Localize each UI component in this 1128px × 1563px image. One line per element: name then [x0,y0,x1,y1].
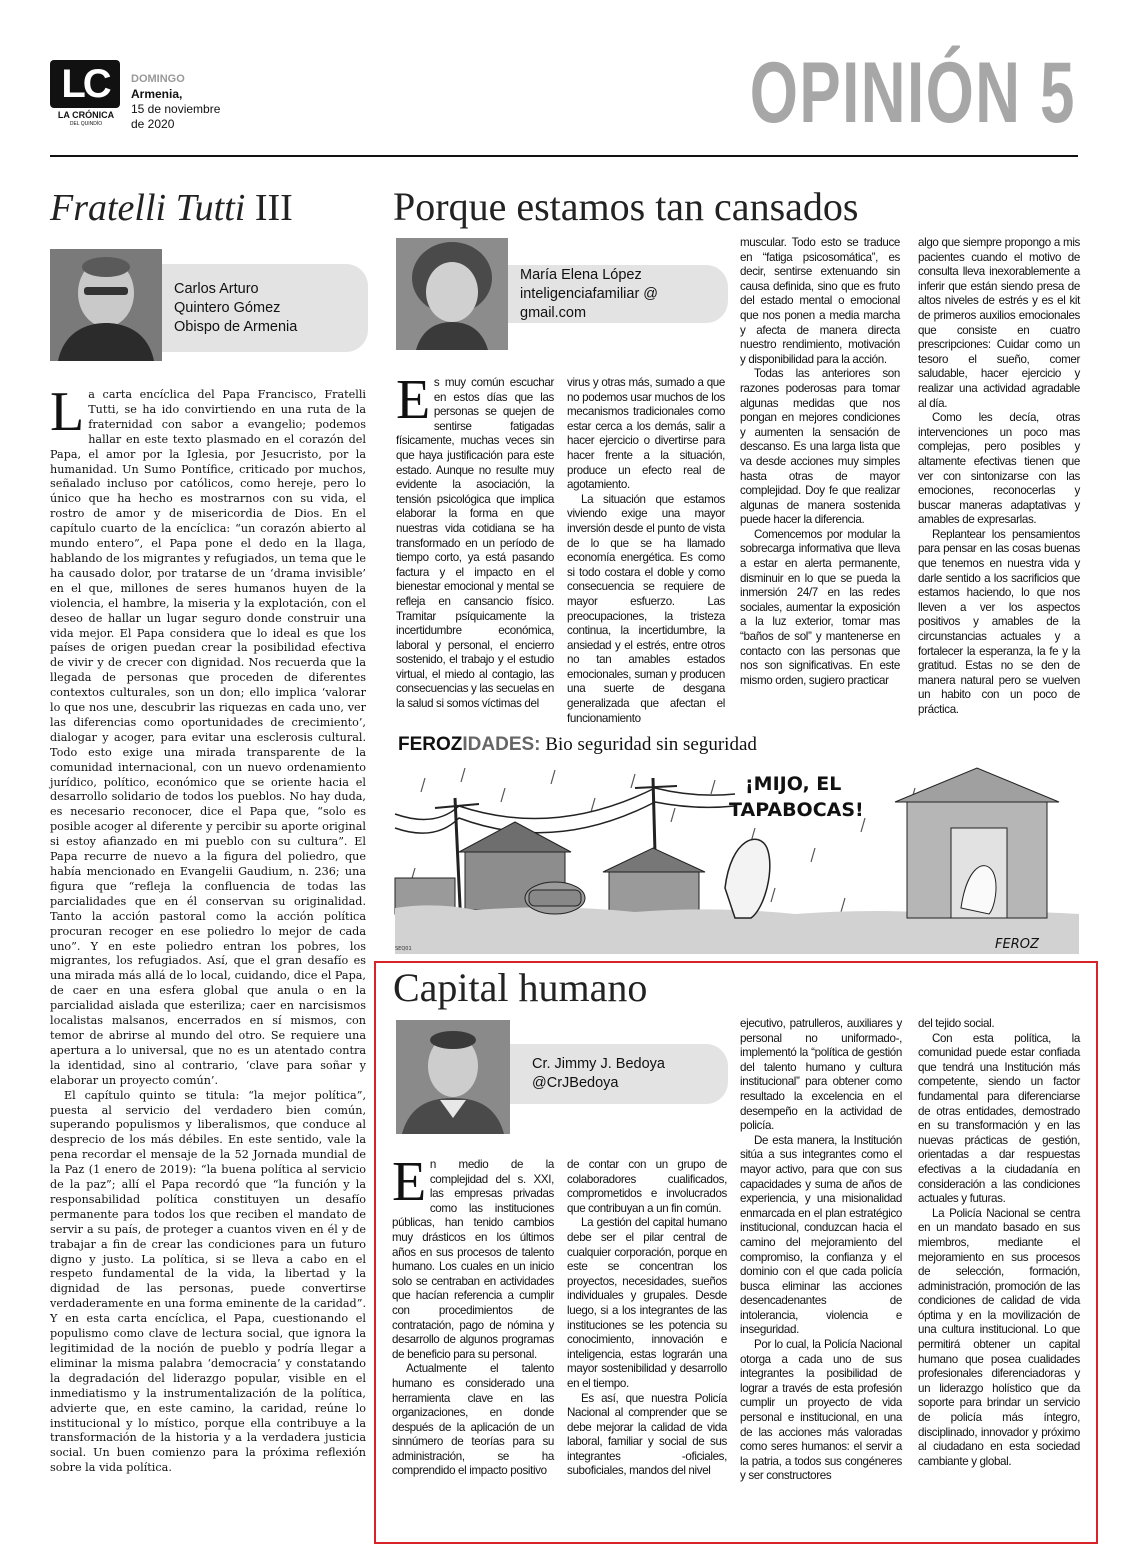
article2-para-6: Comencemos por modular la sobrecarga informativa que lleva a estar en alerta permanente, disminuir en lo que se pueda la inmersión 24/7 en las redes sociales, aumentar la exposición a la luz exterior, tomar mas “baños de sol” y mantenerse en contacto con las personas que nos son significativas. En este mismo orden, sugiero practicar [740,527,900,687]
portrait-icon [50,249,162,361]
cartoon-caption: Bio seguridad sin seguridad [545,734,757,755]
dateline [131,72,220,132]
article3-col-2 [567,1158,727,1538]
portrait-icon [396,1020,510,1134]
article3-para-8: Por lo cual, la Policía Nacional otorga a cada uno de sus integrantes la posibilidad de lograr a través de esta profesión cumplir un proyecto de vida personal e institucional, en una de las acciones más valoradas como seres humanos: el servir a la patria, a todos sus congéneres y ser constructores [740,1338,902,1483]
article3-para-10: Con esta política, la comunidad puede estar confiada que tendrá una Institución más competente, siendo un factor fundamental para diferenciarse de otras entidades, demostrado en su transformación y en las nuevas prácticas de gestión, orientadas a dar respuestas efectivas a la ciudadanía en consideración a las condiciones actuales y futuras. [918,1031,1080,1206]
article3-para-1-text: n medio de la complejidad del s. XXI, las empresas privadas como las instituciones públicas, han tenido cambios muy drásticos en los últimos años en sus procesos de talento humano. Los cuales en un inicio solo se centraban en actividades que hacían referencia a cumplir con procedimientos de contratación, pago de nómina y desarrollo de algunos programas de beneficio para su personal. [392,1158,554,1361]
article2-col-2 [567,376,725,725]
logo-name: LA CRÓNICA [57,110,115,120]
article1-para-2: El capítulo quinto se titula: “la mejor política”, puesta al servicio del verdadero bien común, superando populismos y liberalismos, que conduce al desprecio de los más débiles. En este sentido, vale la pena recordar el mensaje de la 52 Jornada mundial de la Paz (1 enero de 2019): “la buena política al servicio de la paz”; allí el Papa recordó que “la función y la responsabilidad política constituyen un desafío permanente para todos los que reciben el mandato de servir a su país, de proteger a cuantos viven en él y de trabajar a fin de crear las condiciones para un futuro digno y justo. La política, si se lleva a cabo en el respeto fundamental de la vida, la libertad y la dignidad de las personas, puede convertirse verdaderamente en una forma eminente de la caridad”. Y en esta carta encíclica, el Papa, cuestionando el populismo como clave de lectura social, que ignora la legitimidad de la noción de pueblo y podría llegar a eliminar la misma palabra ‘democracia’ y constatando la degradación del liderazgo popular, visible en el inmediatismo y la instrumentalización de la política, advierte que, en este camino, la caridad, reúne lo institucional y lo místico, porque ella contribuye a la transformación de la historia y a la verdadera justicia social. Un buen comienzo para la próxima reflexión sobre la vida política. [50,1088,366,1475]
dateline-day: DOMINGO [131,73,185,85]
logo-subtitle: DEL QUINDÍO [69,121,103,127]
cartoon-brand-light: IDADES: [462,734,541,755]
article2-para-3: La situación que estamos viviendo exige una mayor inversión desde el punto de vista de lo que se ha llamado economía energética. Es como si todo costara el doble y como consecuencia se requiere de mayor esfuerzo. Las preocupaciones, la tristeza continua, la incertidumbre, la ansiedad y el estrés, entre otros no tan amables estados emocionales, suman y producen una suerte de desgana generalizada que afectan el funcionamiento [567,492,725,725]
article1-title [50,186,293,230]
speech-line-2: TAPABOCAS! [729,799,864,821]
speech-line-1: ¡MIJO, EL [745,773,842,795]
article3-title: Capital humano [393,965,648,1010]
article1-drop-cap: L [50,381,85,443]
article3-para-5: Es así, que nuestra Policía Nacional al comprender que se debe mejorar la calidad de vida laboral, familiar y social de sus integrantes -oficiales, suboficiales, mandos del nivel [567,1391,727,1478]
article1-body [50,381,366,1548]
article1-title-roman: III [254,187,293,229]
article2-col-3 [740,236,900,716]
article2-col-4 [918,236,1080,716]
article2-col-1 [396,369,555,716]
author-photo-3 [396,1020,510,1134]
logo-mark: LC [50,60,120,108]
article3-col-1 [392,1151,554,1538]
flood-rain-icon [395,758,1079,954]
article3-para-9: del tejido social. [918,1017,995,1030]
article3-author-handle: @CrJBedoya [532,1075,619,1091]
article3-para-11: La Policía Nacional se centra en un mandato basado en sus miembros, mediante el mejoramiento en sus procesos de selección, formación, administración, promoción de las condiciones de calidad de vida óptima y en la movilización de una cultura institucional. Lo que permitirá obtener un capital humano que posea cualidades profesionales diferenciadoras y un liderazgo holístico que da soporte para brindar un servicio de policía más íntegro, disciplinado, innovador y próximo al ciudadano en esta sociedad cambiante y global. [918,1206,1080,1468]
article1-author-1: Carlos Arturo [174,280,259,297]
article2-author-email: inteligenciafamiliar @ gmail.com [520,285,659,321]
article3-para-7: De esta manera, la Institución sitúa a sus integrantes como el mayor activo, para que con sus capacidades y suma de años de experiencia, y una misionalidad enmarcada en el plan estratégico institucional, conduzcan hacia el camino del mejoramiento del compromiso, la confianza y el dominio con el que cada policía busca eliminar las acciones desencadenantes de intolerancia, violencia e inseguridad. [740,1133,902,1337]
author-photo-2 [396,238,508,350]
cartoon-brand-bold: FEROZ [398,734,463,755]
cartoon-title [398,734,757,756]
article3-para-2: Actualmente el talento humano es considerado una herramienta clave en las organizaciones, en donde después de la aplicación de un sinnúmero de teorías para su administración, se ha comprendido el impacto positivo [392,1362,554,1478]
article2-title: Porque estamos tan cansados [393,184,859,229]
article1-para-1 [50,381,366,1089]
dateline-date-1: 15 de noviembre [131,102,221,116]
article3-drop-cap: E [392,1151,426,1213]
cartoon-illustration [395,758,1079,954]
article2-para-1 [396,369,555,712]
article2-author-name: María Elena López [520,266,642,283]
article3-author-name: Cr. Jimmy J. Bedoya [532,1056,665,1072]
article2-para-4: muscular. Todo esto se traduce en “fatiga psicosomática”, es decir, sentirse extenuando sin causa definida, sino que es fruto del estado mental o emocional que nos ponen a media marcha y afecta de manera directa nuestro rendimiento, motivación y disponibilidad para la acción. [740,236,900,366]
article1-title-italic: Fratelli Tutti [50,187,246,229]
article2-para-5: Todas las anteriores son razones poderosas para tomar algunas medidas que nos pongan en mejores condiciones y aumenten la sensación de descanso. Es una larga lista que va desde acciones muy simples hasta otras de mayor complejidad. Doy fe que realizar algunas de manera sostenida puede hacer la diferencia. [740,367,900,527]
article2-para-1-text: s muy común escuchar en estos días que las personas se quejen de sentirse fatigadas físicamente, muchas veces sin que haya justificación para este estado. Aunque no resulte muy evidente la asociación, la tensión psicológica que implica elaborar la forma en que nuestras vida cotidiana se ha transformado en un período de tiempo corto, ya está pasando factura y el impacto en el bienestar emocional y mental se refleja en cansancio físico. Tramitar psíquicamente la incertidumbre económica, laboral y personal, el encierro sostenido, el trabajo y el estudio virtual, el miedo al contagio, las consecuencias y las secuelas en la salud si somos víctimas del [396,376,555,711]
portrait-icon [396,238,508,350]
cartoon-signature: FEROZ [995,937,1039,952]
article2-para-2: virus y otras más, sumado a que no podemos usar muchos de los mecanismos tradicionales como estar cerca a los demás, salir a hacer ejercicio o divertirse para hacer frente a la situación, produce un efecto real de agotamiento. [567,376,725,492]
article3-para-3: de contar con un grupo de colaboradores cualificados, comprometidos e involucrados que contribuyan a un fin común. [567,1158,727,1215]
dateline-date-2: de 2020 [131,117,175,131]
section-title: OPINIÓN 5 [749,45,1076,141]
article3-col-4 [918,1017,1080,1537]
article2-para-7: algo que siempre propongo a mis pacientes cuando el motivo de consulta lleva inexorablemente a inferir que están siendo presa de altos niveles de estrés y es el kit de primeros auxilios emocionales que consiste en cuatro prescripciones: Cuidar como un tesoro el sueño, comer saludable, hacer ejercicio y realizar una actividad agradable al día. [918,236,1080,410]
newspaper-logo [50,60,122,126]
article3-para-6: ejecutivo, patrulleros, auxiliares y personal no uniformado-, implementó la “política de gestión del talento humano y cultura institucional” para obtener como resultado la excelencia en el desempeño en la actividad de policía. [740,1017,902,1133]
article2-para-8: Como les decía, otras intervenciones un poco mas complejas, pero posibles y altamente efectivas tienen que ver con sintonizarse con las emociones, reconocerlas y buscar maneras adaptativas y amables de expresarlas. [918,411,1080,527]
header-rule [50,155,1078,157]
article3-para-4: La gestión del capital humano debe ser el pilar central de cualquier corporación, porque en este se concentran los proyectos, necesidades, sueños individuales y grupales. Desde luego, si a los integrantes de las instituciones se les potencia su conocimiento, innovación e inteligencia, estas lograrán una mayor sostenibilidad y desarrollo en el tiempo. [567,1216,727,1390]
cartoon-brand [398,734,541,755]
cartoon-stamp: SEQ01 [395,946,412,952]
article2-para-9: Replantear los pensamientos para pensar en las cosas buenas que tenemos en nuestra vida y darle sentido a los sacrificios que estamos haciendo, lo que nos lleven a ver los aspectos positivos y amables de la circunstancias actuales y a fortalecer la esperanza, la fe y la gratitud. Estas no se den de manera natural pero se vuelven un habito con un poco de práctica. [918,527,1080,716]
dateline-city: Armenia, [131,87,183,101]
article2-drop-cap: E [396,369,430,431]
article1-author-3: Obispo de Armenia [174,318,298,335]
article3-col-3 [740,1017,902,1537]
article1-para-1-text: a carta encíclica del Papa Francisco, Fratelli Tutti, se ha ido convirtiendo en una ruta de la fraternidad con sabor a evangelio; podemos hallar en este texto plasmado en el corazón del Papa, el amor por la Iglesia, por Jesucristo, por la humanidad. Un Sumo Pontífice, criticado por muchos, señalado incluso por católicos, como hereje, pero lo único que ha hecho es mostrarnos con su vida, el rostro de amor y de misericordia de Dios. En el capítulo cuarto de la encíclica: “un corazón abierto al mundo entero”, el Papa pone el dedo en la llaga, hablando de los migrantes y refugiados, un tema que le ha causado dolor, por tratarse de un ‘drama invisible’ en el que, millones de seres humanos huyen de la violencia, el hambre, la miseria y la explotación, con el deseo de hallar un lugar seguro donde construir una vida mejor. El Papa considera que lo ideal es que los países de origen puedan crear la posibilidad efectiva de vivir y de crecer con dignidad. Nos recuerda que la llegada de personas que proceden de diferentes contextos culturales, son un don; ello implica ‘valorar lo que nos une, descubrir las riquezas en cada uno, ver las diferencias como oportunidades de crecimiento’, dialogar y acoger, para evitar una esclerosis cultural. Todo esto exige una mirada transparente de la comunidad internacional, con un nuevo ordenamiento jurídico, político, económico que se oriente hacia el desarrollo solidario de todos los pueblos. No hay duda, es necesario reconocer, dice el Papa que, “solo es posible acoger al diferente y percibir su aporte original si estoy afianzado en mi pueblo con su cultura”. El Papa recurre de nuevo a la figura del poliedro, que había mencionado en Evangelii Gaudium, n. 236; una figura que “refleja la confluencia de todas las parcialidades que en él conservan su originalidad. Tanto la acción pastoral como la acción política procuran recoger en ese poliedro lo mejor de cada uno”. Y en este poliedro entran los pobres, los migrantes, los refugiados. Así, que el gran desafío es una mirada más allá de lo local, cuidando, dice el Papa, de caer en una esfera global que anula o en la parcialidad aislada que esteriliza; caer en narcisismos localistas malsanos, encerrados en sí mismos, con temor de abrirse al mundo del otro. Se requiere una apertura a lo universal, que no es un atentado contra la identidad, sino al contrario, ‘clave para soñar y elaborar un proyecto común’. [50,388,366,1087]
article1-author-2: Quintero Gómez [174,299,281,316]
article3-para-1 [392,1151,554,1362]
author-photo-1 [50,249,162,361]
